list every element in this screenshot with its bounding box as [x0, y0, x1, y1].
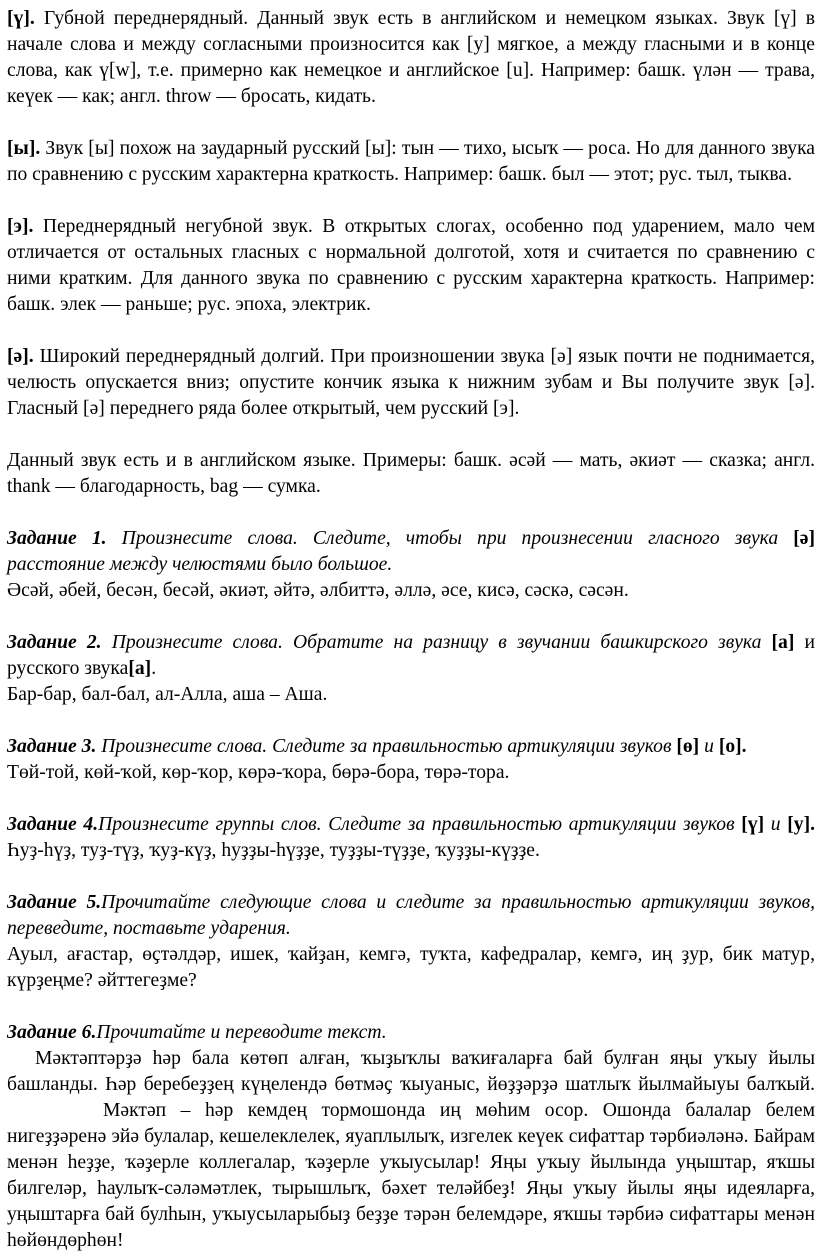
section-label: [ы].: [7, 138, 41, 159]
task-instruction-end: расстояние между челюстями было большое.: [7, 554, 393, 575]
task-6-heading: [7, 1020, 815, 1046]
section-text: Губной переднерядный. Данный звук есть в английском и немецком языках. Звук [ү] в начале слова и между согласными произносится как [у] мягкое, а между гласными и в конце слова, как ү[w], т.е. примерно как немецкое и английское [u]. Например: башк. үлән — трава, кеүек — как; англ. throw — бросать, кидать.: [7, 8, 815, 107]
task-instruction: Прочитайте следующие слова и следите за правильностью артикуляции звуков, переведите, поставьте ударения.: [7, 892, 815, 939]
section-label: [э].: [7, 216, 34, 237]
section-text: Широкий переднерядный долгий. При произношении звука [ә] язык почти не поднимается, челюсть опускается вниз; опустите кончик языка к нижним зубам и Вы получите звук [ә]. Гласный [ә] переднего ряда более открытый, чем русский [э].: [7, 346, 815, 419]
task-6-text-b: ә бөтмәҫ ҡыуаныс, йөҙҙәрҙә шатлыҡ йылмайыуы балҡый.: [318, 1074, 815, 1095]
task-instruction: Прочитайте и переводите текст.: [96, 1022, 387, 1043]
task-sound-2: [о].: [718, 736, 747, 757]
task-title: Задание 6.: [7, 1022, 97, 1043]
task-6-text-c: Мәктәп – һәр кемдең тормошонда иң мөһим осор. Ошонда балалар белем нигеҙҙәренә эйә булалар, кешелеклелек, яуаплылыҡ, изгелек кеүек сифаттар тәрбиәләнә. Байрам менән һеҙҙе, ҡәҙерле коллегалар, ҡәҙерле уҡыусылар! Яңы уҡыу йылында уңыштар, яҡшы билгеләр, һаулыҡ-сәләмәтлек, тырышлыҡ, бәхет теләйбеҙ! Яңы уҡыу йылы яңы идеяларға, уңыштарға бай булһын, уҡыусыларыбыҙ беҙҙе тәрән белемдәре, яҡшы тәрбиә сифаттары менән һөйөндөрһөн!: [7, 1100, 815, 1251]
task-sound: [ә]: [793, 528, 815, 549]
section-ae: [7, 344, 815, 422]
section-label: [ә].: [7, 346, 34, 367]
task-5-content: Ауыл, ағастар, өҫтәлдәр, ишек, ҡайҙан, кемгә, туҡта, кафедралар, кемгә, иң ҙур, бик матур, күрҙеңме? әйттегеҙме?: [7, 944, 815, 991]
task-instruction: Произнесите группы слов. Следите за правильностью артикуляции звуков: [98, 814, 742, 835]
task-mid: и русского звука: [7, 632, 815, 679]
task-5-heading: [7, 890, 815, 942]
task-instruction: Произнесите слова. Следите, чтобы при произнесении гласного звука: [106, 528, 794, 549]
task-3-content: Төй-той, көй-ҡой, көр-ҡор, көрә-ҡора, бөрә-бора, төрә-тора.: [7, 762, 510, 783]
task-3-heading: [7, 734, 815, 760]
task-title: Задание 2.: [7, 632, 102, 653]
task-title: Задание 4.: [7, 814, 99, 835]
task-1-heading: [7, 526, 815, 578]
task-sound: [ү]: [741, 814, 765, 835]
task-6-text: [7, 1046, 815, 1254]
section-y: [7, 136, 815, 188]
task-end: .: [151, 658, 157, 679]
task-6-text-a: Мәктәптәрҙә һәр бала көтөп алған, ҡыҙыҡлы ваҡиғаларға бай булған яңы уҡыу йылы башланды. Һәр беребеҙҙең күңеленд: [7, 1048, 815, 1095]
task-1-content: Әсәй, әбей, бесән, бесәй, әкиәт, әйтә, әлбиттә, әллә, әсе, кисә, сәскә, сәсән.: [7, 580, 629, 601]
section-e: [7, 214, 815, 318]
task-sound: [ө]: [676, 736, 700, 757]
task-4-heading: [7, 812, 815, 864]
task-content: Һуҙ-һүҙ, туҙ-түҙ, ҡуҙ-күҙ, һуҙҙы-һүҙҙе, туҙҙы-түҙҙе, ҡуҙҙы-күҙҙе.: [7, 840, 540, 861]
task-sound-2: [а]: [128, 658, 152, 679]
task-title: Задание 3.: [7, 736, 97, 757]
section-ae-note: Данный звук есть и в английском языке. Примеры: башк. әсәй — мать, әкиәт — сказка; англ. thank — благодарность, bag — сумка.: [7, 450, 815, 497]
section-text: Переднерядный негубной звук. В открытых слогах, особенно под ударением, мало чем отличается от остальных гласных с нормальной долготой, хотя и считается по сравнению с ними кратким. Для данного звука по сравнению с русским характерна краткость. Например: башк. элек — раньше; рус. эпоха, электрик.: [7, 216, 815, 315]
task-title: Задание 1.: [7, 528, 107, 549]
task-instruction: Произнесите слова. Следите за правильностью артикуляции звуков: [96, 736, 677, 757]
task-sound: [а]: [771, 632, 795, 653]
document-page: [7, 6, 815, 1254]
task-title: Задание 5.: [7, 892, 102, 913]
task-instruction: Произнесите слова. Обратите на разницу в звучании башкирского звука: [101, 632, 772, 653]
task-2-content: Бар-бар, бал-бал, ал-Алла, аша – Аша.: [7, 684, 328, 705]
section-label: [ү].: [7, 8, 35, 29]
section-text: Звук [ы] похож на заударный русский [ы]: тын — тихо, ысыҡ — роса. Но для данного звука по сравнению с русским характерна краткость. Например: башк. был — этот; рус. тыл, тыква.: [7, 138, 815, 185]
task-mid: и: [699, 736, 719, 757]
task-mid: и: [764, 814, 788, 835]
section-u: [7, 6, 815, 110]
task-sound-2: [у].: [787, 814, 815, 835]
task-2-heading: [7, 630, 815, 682]
